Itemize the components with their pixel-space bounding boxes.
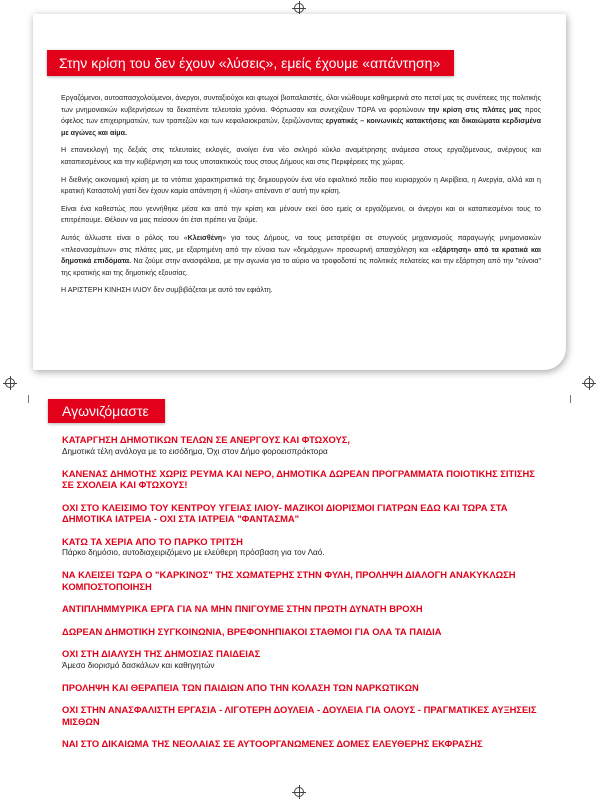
intro-paragraph: Αυτός άλλωστε είναι ο ρόλος του «Κλεισθένη» για τους Δήμους, να τους μετατρέψει σε στυγνούς μηχανισμούς παραγωγής μνημονιακών «πλεονασμάτων» στις πλάτες μας, με εξαρτημένη από την εύνοια των «δημάρχων» προσωρινή απασχόληση και «εξάρτηση» από τα κρατικά και δημοτικά επιδόματα. Να ζούμε στην ανασφάλεια, με την αγωνία για το αύριο να τροφοδοτεί τις πολιτικές πελατείες και την εξάρτηση από την "εύνοια" της κρατικής και της δημοτικής εξουσίας. <box>61 233 541 277</box>
intro-paragraph: Είναι ένα καθεστώς που γεννήθηκε μέσα και από την κρίση και μένουν εκεί όσο εμείς οι εργαζόμενοι, οι άνεργοι και οι καταπιεσμένοι τους το επιτρέπουμε. Θέλουν να μας πείσουν ότι έτσι πρέπει να ζούμε. <box>61 204 541 225</box>
intro-paragraph: Η επανεκλογή της δεξιάς στις τελευταίες εκλογές, ανοίγει ένα νέο σκληρό κύκλο αναμέτρησης ανάμεσα στους εργαζόμενους, ανέργους και καταπιεσμένους και την κυβέρνηση και τους υποτακτικούς τους στους Δήμους και στις Περιφέρειες της χώρας. <box>61 146 541 166</box>
intro-closing: Η ΑΡΙΣΤΕΡΗ ΚΙΝΗΣΗ ΙΛΙΟΥ δεν συμβιβάζεται με αυτό τον εφιάλτη. <box>61 286 273 295</box>
demand-item <box>62 536 542 559</box>
demand-item <box>62 738 542 750</box>
intro-paragraph: Η διεθνής οικονομική κρίση με τα ντόπια χαρακτηριστικά της δημιουργούν ένα νέο εφιαλτικό πεδίο που κυριαρχούν η Ακρίβεια, η Ανεργία, αλλά και η κρατική Καταστολή γιατί δεν έχουν καμία απάντηση ή «λύση» απέναντι σ' αυτή την κρίση. <box>61 175 541 196</box>
intro-paragraph: Εργαζόμενοι, αυτοαπασχολούμενοι, άνεργοι, συνταξιούχοι και φτωχοί βιοπαλαιστές, όλοι νιώθουμε καθημερινά στο πετσί μας τις συνέπειες της πολιτικής των μνημονιακών κυβερνήσεων τα δεκαπέντε τελευταία χρόνια. Φόρτωσαν και συνεχίζουν ΤΩΡΑ να φορτώνουν την κρίση στις πλάτες μας προς όφελος των επιχειρηματιών, των τραπεζών και των κεφαλαιοκρατών, ξεριζώνοντας εργατικές – κοινωνικές κατακτήσεις και δικαιώματα κερδισμένα με αγώνες και αίμα. <box>61 94 541 137</box>
demand-detail: Δημοτικά τέλη ανάλογα με το εισόδημα, Όχι στον Δήμο φοροεισπράκτορα <box>62 446 328 456</box>
intro-panel <box>33 14 566 370</box>
demand-title: ΝΑ ΚΛΕΙΣΕΙ ΤΩΡΑ Ο "ΚΑΡΚΙΝΟΣ" ΤΗΣ ΧΩΜΑΤΕΡΗΣ ΣΤΗΝ ΦΥΛΗ, ΠΡΟΛΗΨΗ ΔΙΑΛΟΓΗ ΑΝΑΚΥΚΛΩΣΗ ΚΟΜΠΟΣΤΟΠΟΙΗΣΗ <box>62 569 516 592</box>
intro-heading: Στην κρίση του δεν έχουν «λύσεις», εμείς έχουμε «απάντηση» <box>47 50 454 76</box>
section-heading: Αγωνιζόμαστε <box>48 399 165 423</box>
demands-list <box>62 434 542 761</box>
registration-mark-right <box>584 378 594 388</box>
demand-item <box>62 569 542 592</box>
demand-title: ΚΑΝΕΝΑΣ ΔΗΜΟΤΗΣ ΧΩΡΙΣ ΡΕΥΜΑ ΚΑΙ ΝΕΡΟ, ΔΗΜΟΤΙΚΑ ΔΩΡΕΑΝ ΠΡΟΓΡΑΜΜΑΤΑ ΠΟΙΟΤΙΚΗΣ ΣΙΤΙΣΗΣ ΣΕ ΣΧΟΛΕΙΑ ΚΑΙ ΦΤΩΧΟΥΣ! <box>62 467 535 490</box>
registration-mark-left <box>5 378 15 388</box>
demand-item <box>62 682 542 694</box>
demand-title: ΟΧΙ ΣΤΟ ΚΛΕΙΣΙΜΟ ΤΟΥ ΚΕΝΤΡΟΥ ΥΓΕΙΑΣ ΙΛΙΟΥ- ΜΑΖΙΚΟΙ ΔΙΟΡΙΣΜΟΙ ΓΙΑΤΡΩΝ ΕΔΩ ΚΑΙ ΤΩΡΑ ΣΤΑ ΔΗΜΟΤΙΚΑ ΙΑΤΡΕΙΑ - ΟΧΙ ΣΤΑ ΙΑΤΡΕΙΑ "ΦΑΝΤΑΣΜΑ" <box>62 501 508 524</box>
demand-item <box>62 626 542 638</box>
demand-title: ΝΑΙ ΣΤΟ ΔΙΚΑΙΩΜΑ ΤΗΣ ΝΕΟΛΑΙΑΣ ΣΕ ΑΥΤΟΟΡΓΑΝΩΜΕΝΕΣ ΔΟΜΕΣ ΕΛΕΥΘΕΡΗΣ ΕΚΦΡΑΣΗΣ <box>62 738 483 749</box>
demand-detail: Πάρκο δημόσιο, αυτοδιαχειριζόμενο με ελεύθερη πρόσβαση για τον Λαό. <box>62 548 325 557</box>
demand-title: ΔΩΡΕΑΝ ΔΗΜΟΤΙΚΗ ΣΥΓΚΟΙΝΩΝΙΑ, ΒΡΕΦΟΝΗΠΙΑΚΟΙ ΣΤΑΘΜΟΙ ΓΙΑ ΟΛΑ ΤΑ ΠΑΙΔΙΑ <box>62 625 442 637</box>
registration-mark-top <box>294 3 304 13</box>
crop-mark <box>28 395 29 403</box>
demand-item <box>62 468 542 491</box>
demand-title: ΑΝΤΙΠΛΗΜΜΥΡΙΚΑ ΕΡΓΑ ΓΙΑ ΝΑ ΜΗΝ ΠΝΙΓΟΥΜΕ ΣΤΗΝ ΠΡΩΤΗ ΔΥΝΑΤΗ ΒΡΟΧΗ <box>62 603 423 614</box>
demand-title: ΚΑΤΩ ΤΑ ΧΕΡΙΑ ΑΠΟ ΤΟ ΠΑΡΚΟ ΤΡΙΤΣΗ <box>62 535 243 547</box>
demand-title: ΟΧΙ ΣΤΗ ΔΙΑΛΥΣΗ ΤΗΣ ΔΗΜΟΣΙΑΣ ΠΑΙΔΕΙΑΣ <box>62 648 261 659</box>
demand-item <box>62 434 542 457</box>
registration-mark-bottom <box>294 787 304 797</box>
intro-text <box>61 93 541 303</box>
demand-item <box>62 704 542 727</box>
demand-title: ΠΡΟΛΗΨΗ ΚΑΙ ΘΕΡΑΠΕΙΑ ΤΩΝ ΠΑΙΔΙΩΝ ΑΠΟ ΤΗΝ ΚΟΛΑΣΗ ΤΩΝ ΝΑΡΚΩΤΙΚΩΝ <box>62 681 419 693</box>
demand-item <box>62 648 542 671</box>
demand-title: ΟΧΙ ΣΤΗΝ ΑΝΑΣΦΑΛΙΣΤΗ ΕΡΓΑΣΙΑ - ΛΙΓΟΤΕΡΗ ΔΟΥΛΕΙΑ - ΔΟΥΛΕΙΑ ΓΙΑ ΟΛΟΥΣ - ΠΡΑΓΜΑΤΙΚΕΣ ΑΥΞΗΣΕΙΣ ΜΙΣΘΩΝ <box>62 704 537 727</box>
demand-title: ΚΑΤΑΡΓΗΣΗ ΔΗΜΟΤΙΚΩΝ ΤΕΛΩΝ ΣΕ ΑΝΕΡΓΟΥΣ ΚΑΙ ΦΤΩΧΟΥΣ, <box>62 434 350 445</box>
demand-detail: Άμεσο διορισμό δασκάλων και καθηγητών <box>62 660 215 670</box>
demand-item <box>62 502 542 525</box>
crop-mark <box>570 395 571 403</box>
demand-item <box>62 603 542 615</box>
